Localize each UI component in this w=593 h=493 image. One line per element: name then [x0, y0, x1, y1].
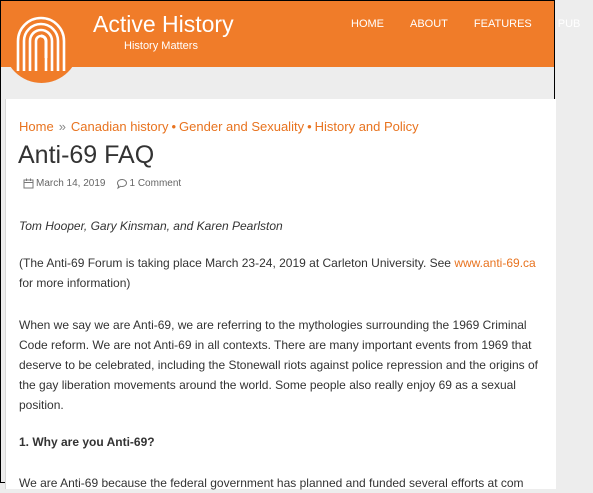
comment-icon: [116, 178, 128, 189]
site-title[interactable]: Active History: [93, 11, 234, 37]
post-meta: [23, 177, 181, 190]
site-tagline: History Matters: [124, 40, 198, 52]
main-nav: [339, 17, 593, 31]
post-authors: Tom Hooper, Gary Kinsman, and Karen Pearlston: [19, 219, 283, 233]
breadcrumb-separator: »: [58, 119, 66, 134]
nav-about[interactable]: ABOUT: [410, 18, 448, 30]
category-history-policy[interactable]: History and Policy: [314, 119, 419, 134]
nav-publications[interactable]: PUB: [557, 18, 581, 30]
forum-note-text: (The Anti-69 Forum is taking place March 23-24, 2019 at Carleton University. See: [19, 256, 455, 270]
article-content: [5, 99, 556, 489]
category-separator: •: [307, 119, 312, 134]
site-logo[interactable]: [4, 3, 79, 83]
post-date[interactable]: March 14, 2019: [36, 178, 106, 189]
forum-website-link[interactable]: www.anti-69.ca: [454, 256, 536, 270]
calendar-icon: [23, 178, 34, 189]
site-header: [1, 1, 581, 67]
concentric-arches-logo-icon: [4, 3, 79, 83]
answer-paragraph: We are Anti-69 because the federal government has planned and funded several efforts at com: [19, 476, 524, 490]
forum-note: [19, 253, 544, 293]
forum-note-text-end: for more information): [19, 276, 131, 290]
category-separator: •: [171, 119, 177, 134]
breadcrumb: [19, 119, 419, 135]
comments-link[interactable]: 1 Comment: [129, 178, 182, 189]
category-canadian-history[interactable]: Canadian history: [70, 119, 169, 134]
intro-paragraph: When we say we are Anti-69, we are referring to the mythologies surrounding the 1969 Criminal Code reform. We are not Anti-69 in all contexts. There are many important events from 1969 that deserve to be celebrated, including the Stonewall riots against police repression and the origins of the gay liberation movements around the world. Some people also really enjoy 69 as a sexual position.: [19, 318, 538, 412]
category-gender-sexuality[interactable]: Gender and Sexuality: [179, 119, 305, 134]
nav-home[interactable]: HOME: [351, 18, 384, 30]
section-heading: 1. Why are you Anti-69?: [19, 435, 155, 449]
nav-features[interactable]: FEATURES: [473, 18, 532, 30]
breadcrumb-home[interactable]: Home: [19, 119, 54, 134]
page-title: Anti-69 FAQ: [18, 141, 155, 169]
